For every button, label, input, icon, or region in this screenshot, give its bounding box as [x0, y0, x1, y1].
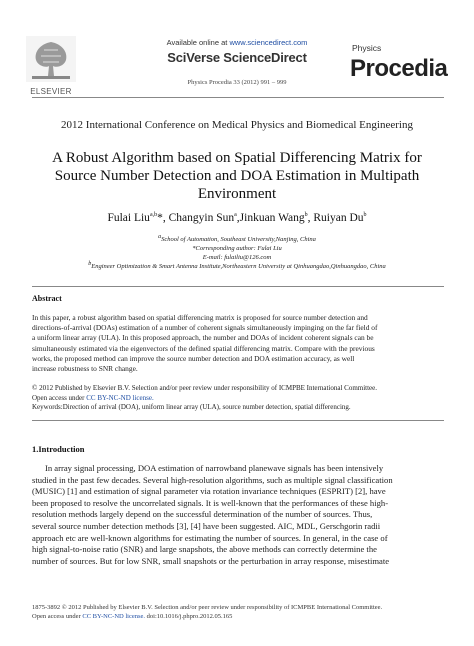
abstract-line: a uniform linear array (ULA). In this proposed approach, the number and DOAs of incident coherent signals can be: [32, 333, 374, 343]
conference-name: 2012 International Conference on Medical Physics and Biomedical Engineering: [61, 119, 413, 131]
footer-doi: doi:10.1016/j.phpro.2012.05.165: [145, 613, 233, 620]
keywords-text: Direction of arrival (DOA), uniform linear array (ULA), source number detection, spatial differencing.: [62, 403, 351, 412]
intro-heading: 1.Introduction: [32, 444, 85, 454]
intro-body: [32, 463, 444, 567]
affiliation-a: [20, 235, 454, 244]
affiliations: [20, 235, 454, 271]
author-1-star: *,: [157, 212, 169, 224]
title-line-3: Environment: [197, 186, 277, 202]
abstract-heading: Abstract: [32, 294, 62, 303]
author-2-sup: a: [234, 212, 237, 219]
author-1-sup: a,b: [149, 212, 158, 219]
affiliation-b-sup: b: [88, 260, 92, 267]
journal-reference: Physics Procedia 33 (2012) 991 – 999: [187, 79, 287, 86]
elsevier-logo: [26, 36, 76, 96]
abstract-top-rule: [32, 286, 444, 287]
author-3: ,Jinkuan Wang: [236, 212, 305, 224]
footer-doi-line: [32, 612, 444, 621]
paper-title: [20, 149, 454, 203]
affiliation-a-text: School of Automation, Southeast University,Nanjing, China: [161, 236, 316, 243]
corresponding-author: *Corresponding author: Fulai Liu: [192, 245, 282, 252]
copyright-block: [32, 384, 444, 413]
intro-line: several source number detection methods [3], [4] have been suggested. AIC, MDL, Gerschgorin radii: [32, 520, 381, 531]
elsevier-tree-icon: [26, 36, 76, 82]
abstract-body: [32, 313, 444, 374]
author-line: [20, 212, 454, 224]
author-4-sup: b: [363, 212, 367, 219]
author-3-sup: b: [304, 212, 308, 219]
affiliation-a-sup: a: [158, 233, 162, 240]
intro-line: approach etc are well-known algorithms for estimating the number of sources. In general, in the case of: [32, 532, 388, 543]
intro-line: (MUSIC) [1] and estimation of signal parameter via rotation invariance techniques (ESPRIT) [2], have: [32, 486, 386, 497]
header-rule: [32, 97, 444, 98]
sciencedirect-link[interactable]: www.sciencedirect.com: [229, 38, 308, 47]
abstract-line: In this paper, a robust algorithm based on spatial differencing matrix is proposed for source number detection and: [32, 313, 368, 322]
author-1: Fulai Liu: [107, 212, 150, 224]
author-2: Changyin Sun: [168, 212, 235, 224]
open-access-line: [32, 394, 444, 404]
title-line-2: Source Number Detection and DOA Estimation in Multipath: [54, 168, 420, 184]
brand-procedia: Procedia: [350, 55, 448, 82]
footer-open-access-label: Open access under: [32, 613, 83, 620]
affiliation-b: [20, 262, 454, 271]
sciverse-logo-text: SciVerse ScienceDirect: [167, 50, 307, 65]
open-access-label: Open access under: [32, 393, 87, 402]
affiliation-b-text: Engineer Optimization & Smart Antenna Institute,Northeastern University at Qinhuangdao,Qinhuangdao, China: [91, 263, 386, 270]
intro-line: studied in the past few decades. Several high-resolution algorithms, such as multiple signal classification: [32, 474, 393, 485]
abstract-line: increase robustness to SNR change.: [32, 364, 138, 374]
abstract-line: works, the proposed method can improve the source number detection and DOA estimation accuracy, as well: [32, 353, 355, 363]
keywords-label: Keywords:: [32, 403, 63, 412]
abstract-line: directions-of-arrival (DOAs) estimation of a number of coherent signals simultaneously impinging on the far field of: [32, 323, 378, 333]
publisher-name: ELSEVIER: [30, 87, 72, 96]
intro-line: been proposed to resolve the uncorrelated signals. It is well-known that the performances of these high-: [32, 497, 389, 508]
intro-line: number of sources. But for low SNR, small snapshots or the perturbation in array response, misestimate: [32, 555, 390, 566]
abstract-line: simultaneously estimated via the eigenvectors of the defined spatial differencing matrix. Compare with the previous: [32, 343, 375, 353]
copyright-line: © 2012 Published by Elsevier B.V. Selection and/or peer review under responsibility of ICMPBE International Committee.: [32, 384, 378, 392]
keywords-line: [32, 403, 444, 413]
brand-small: Physics: [352, 43, 382, 53]
footer-line: 1875-3892 © 2012 Published by Elsevier B.V. Selection and/or peer review under responsibility of ICMPBE International Committee.: [32, 604, 383, 611]
available-online-line: [120, 38, 354, 47]
author-4: , Ruiyan Du: [307, 212, 364, 224]
footer: [32, 603, 444, 621]
intro-line: high signal-to-noise ratio (SNR) and large snapshots, the above methods can correctly determine the: [32, 544, 377, 555]
author-email: E-mail: fulailiu@126.com: [202, 254, 272, 261]
footer-license-link[interactable]: CC BY-NC-ND license.: [82, 613, 146, 620]
available-online-label: Available online at: [166, 38, 230, 47]
license-link[interactable]: CC BY-NC-ND license.: [86, 393, 154, 402]
intro-line: In array signal processing, DOA estimation of narrowband planewave signals has been intensively: [45, 463, 384, 473]
abstract-bottom-rule: [32, 420, 444, 421]
intro-line: resolution methods largely depend on the successful determination of the number of sources. Thus,: [32, 509, 373, 520]
title-line-1: A Robust Algorithm based on Spatial Differencing Matrix for: [52, 150, 422, 166]
